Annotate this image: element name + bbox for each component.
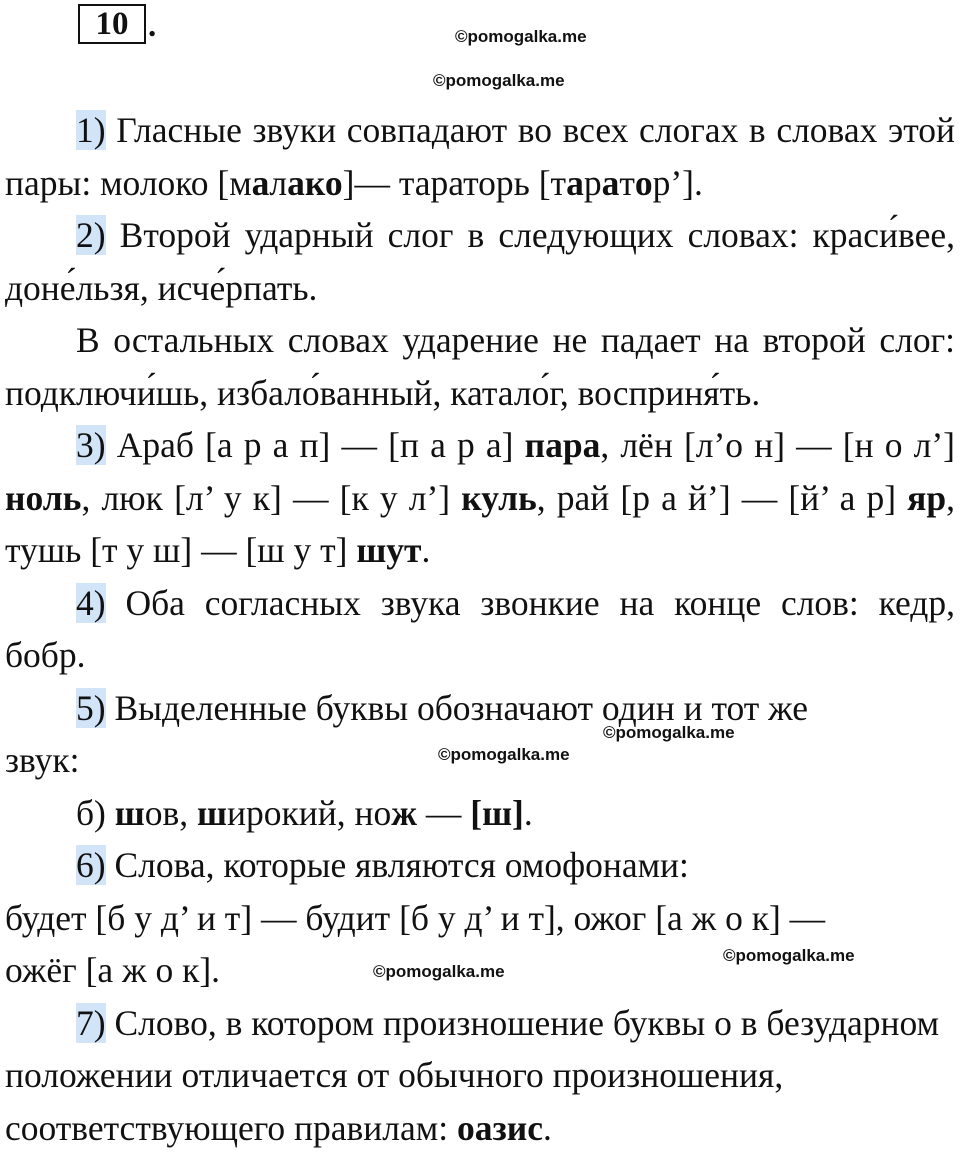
item-7-number: 7) xyxy=(76,1003,106,1043)
watermark: ©pomogalka.me xyxy=(603,723,735,743)
item-5-line2: звук: xyxy=(5,734,955,787)
item-6-line3: ожёг [а ж о к]. xyxy=(5,944,955,997)
watermark: ©pomogalka.me xyxy=(433,71,565,91)
watermark: ©pomogalka.me xyxy=(438,745,570,765)
task-number-box xyxy=(78,4,146,44)
item-6-line2: будет [б у д’ и т] — будит [б у д’ и т], ожог [а ж о к] — xyxy=(5,892,955,945)
item-1: 1) Гласные звуки совпадают во всех слогах в словах этой пары: молоко [малако]— тараторь [таратор’]. xyxy=(5,104,955,209)
item-3-number: 3) xyxy=(76,425,106,465)
item-2: 2) Второй ударный слог в следующих словах: краси́вее, доне́льзя, исче́рпать. xyxy=(5,209,955,314)
item-1-number: 1) xyxy=(76,110,106,150)
item-5-number: 5) xyxy=(76,688,106,728)
item-2-rest: В остальных словах ударение не падает на второй слог: подключи́шь, избало́ванный, катало́г, восприня́ть. xyxy=(5,314,955,419)
item-7: 7) Слово, в котором произношение буквы о в безударном положении отличается от обычного произношения, соответствующего правилам: оазис. xyxy=(5,997,955,1154)
item-5: 5) Выделенные буквы обозначают один и тот же xyxy=(5,682,955,735)
item-2-number: 2) xyxy=(76,215,106,255)
item-6-number: 6) xyxy=(76,845,106,885)
item-5-example: б) шов, широкий, нож — [ш]. xyxy=(5,787,955,840)
task-number-dot: . xyxy=(148,8,156,45)
item-4-number: 4) xyxy=(76,583,106,623)
watermark: ©pomogalka.me xyxy=(455,27,587,47)
watermark: ©pomogalka.me xyxy=(723,946,855,966)
item-6: 6) Слова, которые являются омофонами: xyxy=(5,839,955,892)
answer-text xyxy=(5,104,955,1154)
item-4: 4) Оба согласных звука звонкие на конце слов: кедр, бобр. xyxy=(5,577,955,682)
watermark: ©pomogalka.me xyxy=(373,962,505,982)
task-number: 10 xyxy=(96,6,129,42)
item-3: 3) Араб [а р а п] — [п а р а] пара, лён [л’о н] — [н о л’] ноль, люк [л’ у к] — [к у л’] куль, рай [р а й’] — [й’ а р] яр, тушь [т у ш] — [ш у т] шут. xyxy=(5,419,955,577)
